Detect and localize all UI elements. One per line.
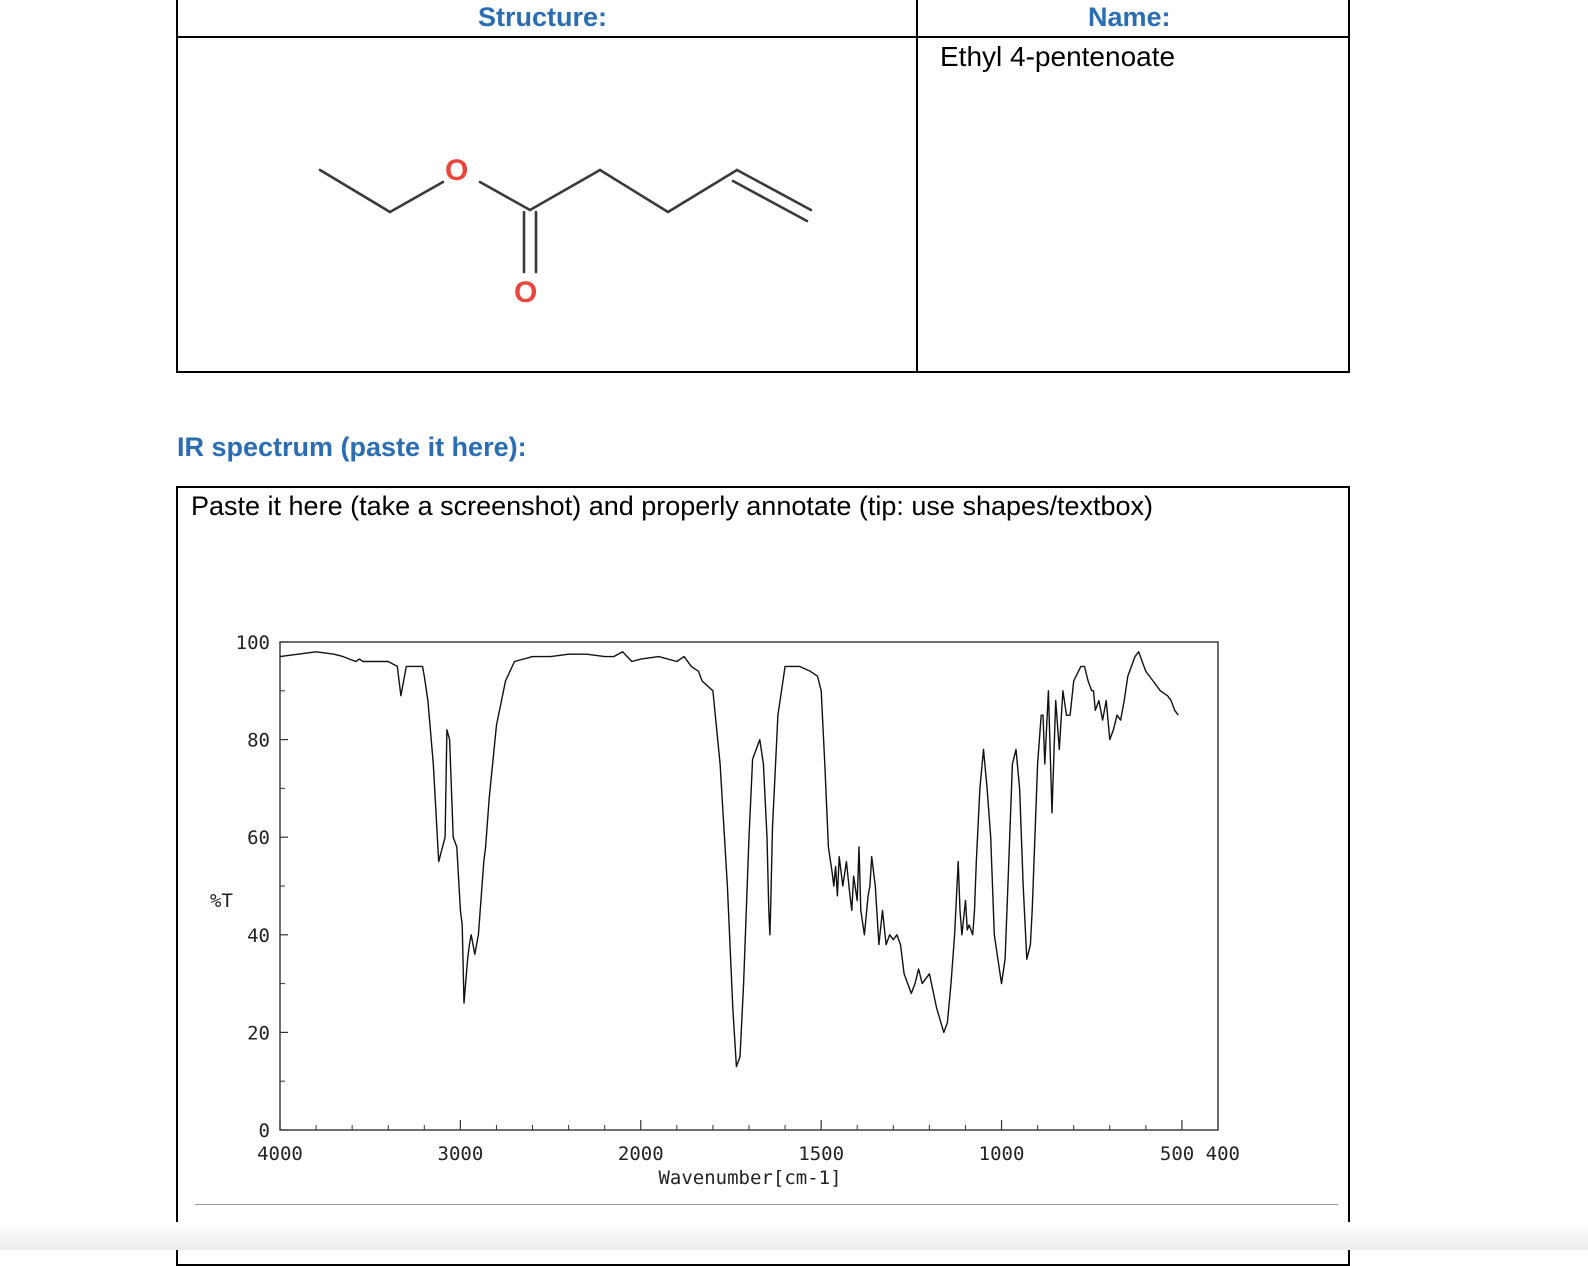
x-tick-label: 1000	[978, 1143, 1025, 1165]
structure-header: Structure:	[478, 2, 608, 32]
plot-frame	[280, 642, 1218, 1130]
x-tick-label: 4000	[257, 1143, 303, 1165]
x-tick-label: 500 400	[1159, 1143, 1241, 1165]
ir-spectrum-chart	[200, 620, 1260, 1200]
y-tick-label: 60	[247, 827, 270, 850]
ester-oxygen-label: O	[445, 154, 469, 187]
y-tick-label: 40	[247, 924, 270, 947]
ir-instruction-text: Paste it here (take a screenshot) and properly annotate (tip: use shapes/textbox)	[191, 491, 1154, 521]
y-tick-label: 80	[247, 729, 270, 752]
molecule-structure	[300, 130, 840, 320]
x-axis-label: Wavenumber[cm-1]	[658, 1167, 842, 1189]
y-tick-label: 100	[235, 632, 270, 654]
table-column-divider	[916, 0, 918, 373]
x-tick-label: 1500	[798, 1143, 845, 1165]
compound-name: Ethyl 4-pentenoate	[940, 41, 1176, 72]
x-tick-label: 3000	[437, 1143, 484, 1165]
page-bottom-edge	[0, 1222, 1588, 1250]
horizontal-rule	[195, 1204, 1338, 1205]
y-axis-label: %T	[210, 890, 233, 912]
x-tick-label: 2000	[617, 1143, 664, 1165]
name-header: Name:	[1088, 2, 1171, 32]
y-tick-label: 0	[258, 1120, 270, 1142]
ir-section-heading: IR spectrum (paste it here):	[177, 432, 527, 462]
spectrum-line	[280, 652, 1178, 1067]
carbonyl-oxygen-label: O	[514, 276, 538, 309]
table-header-divider	[176, 36, 1350, 38]
y-tick-label: 20	[247, 1022, 270, 1045]
